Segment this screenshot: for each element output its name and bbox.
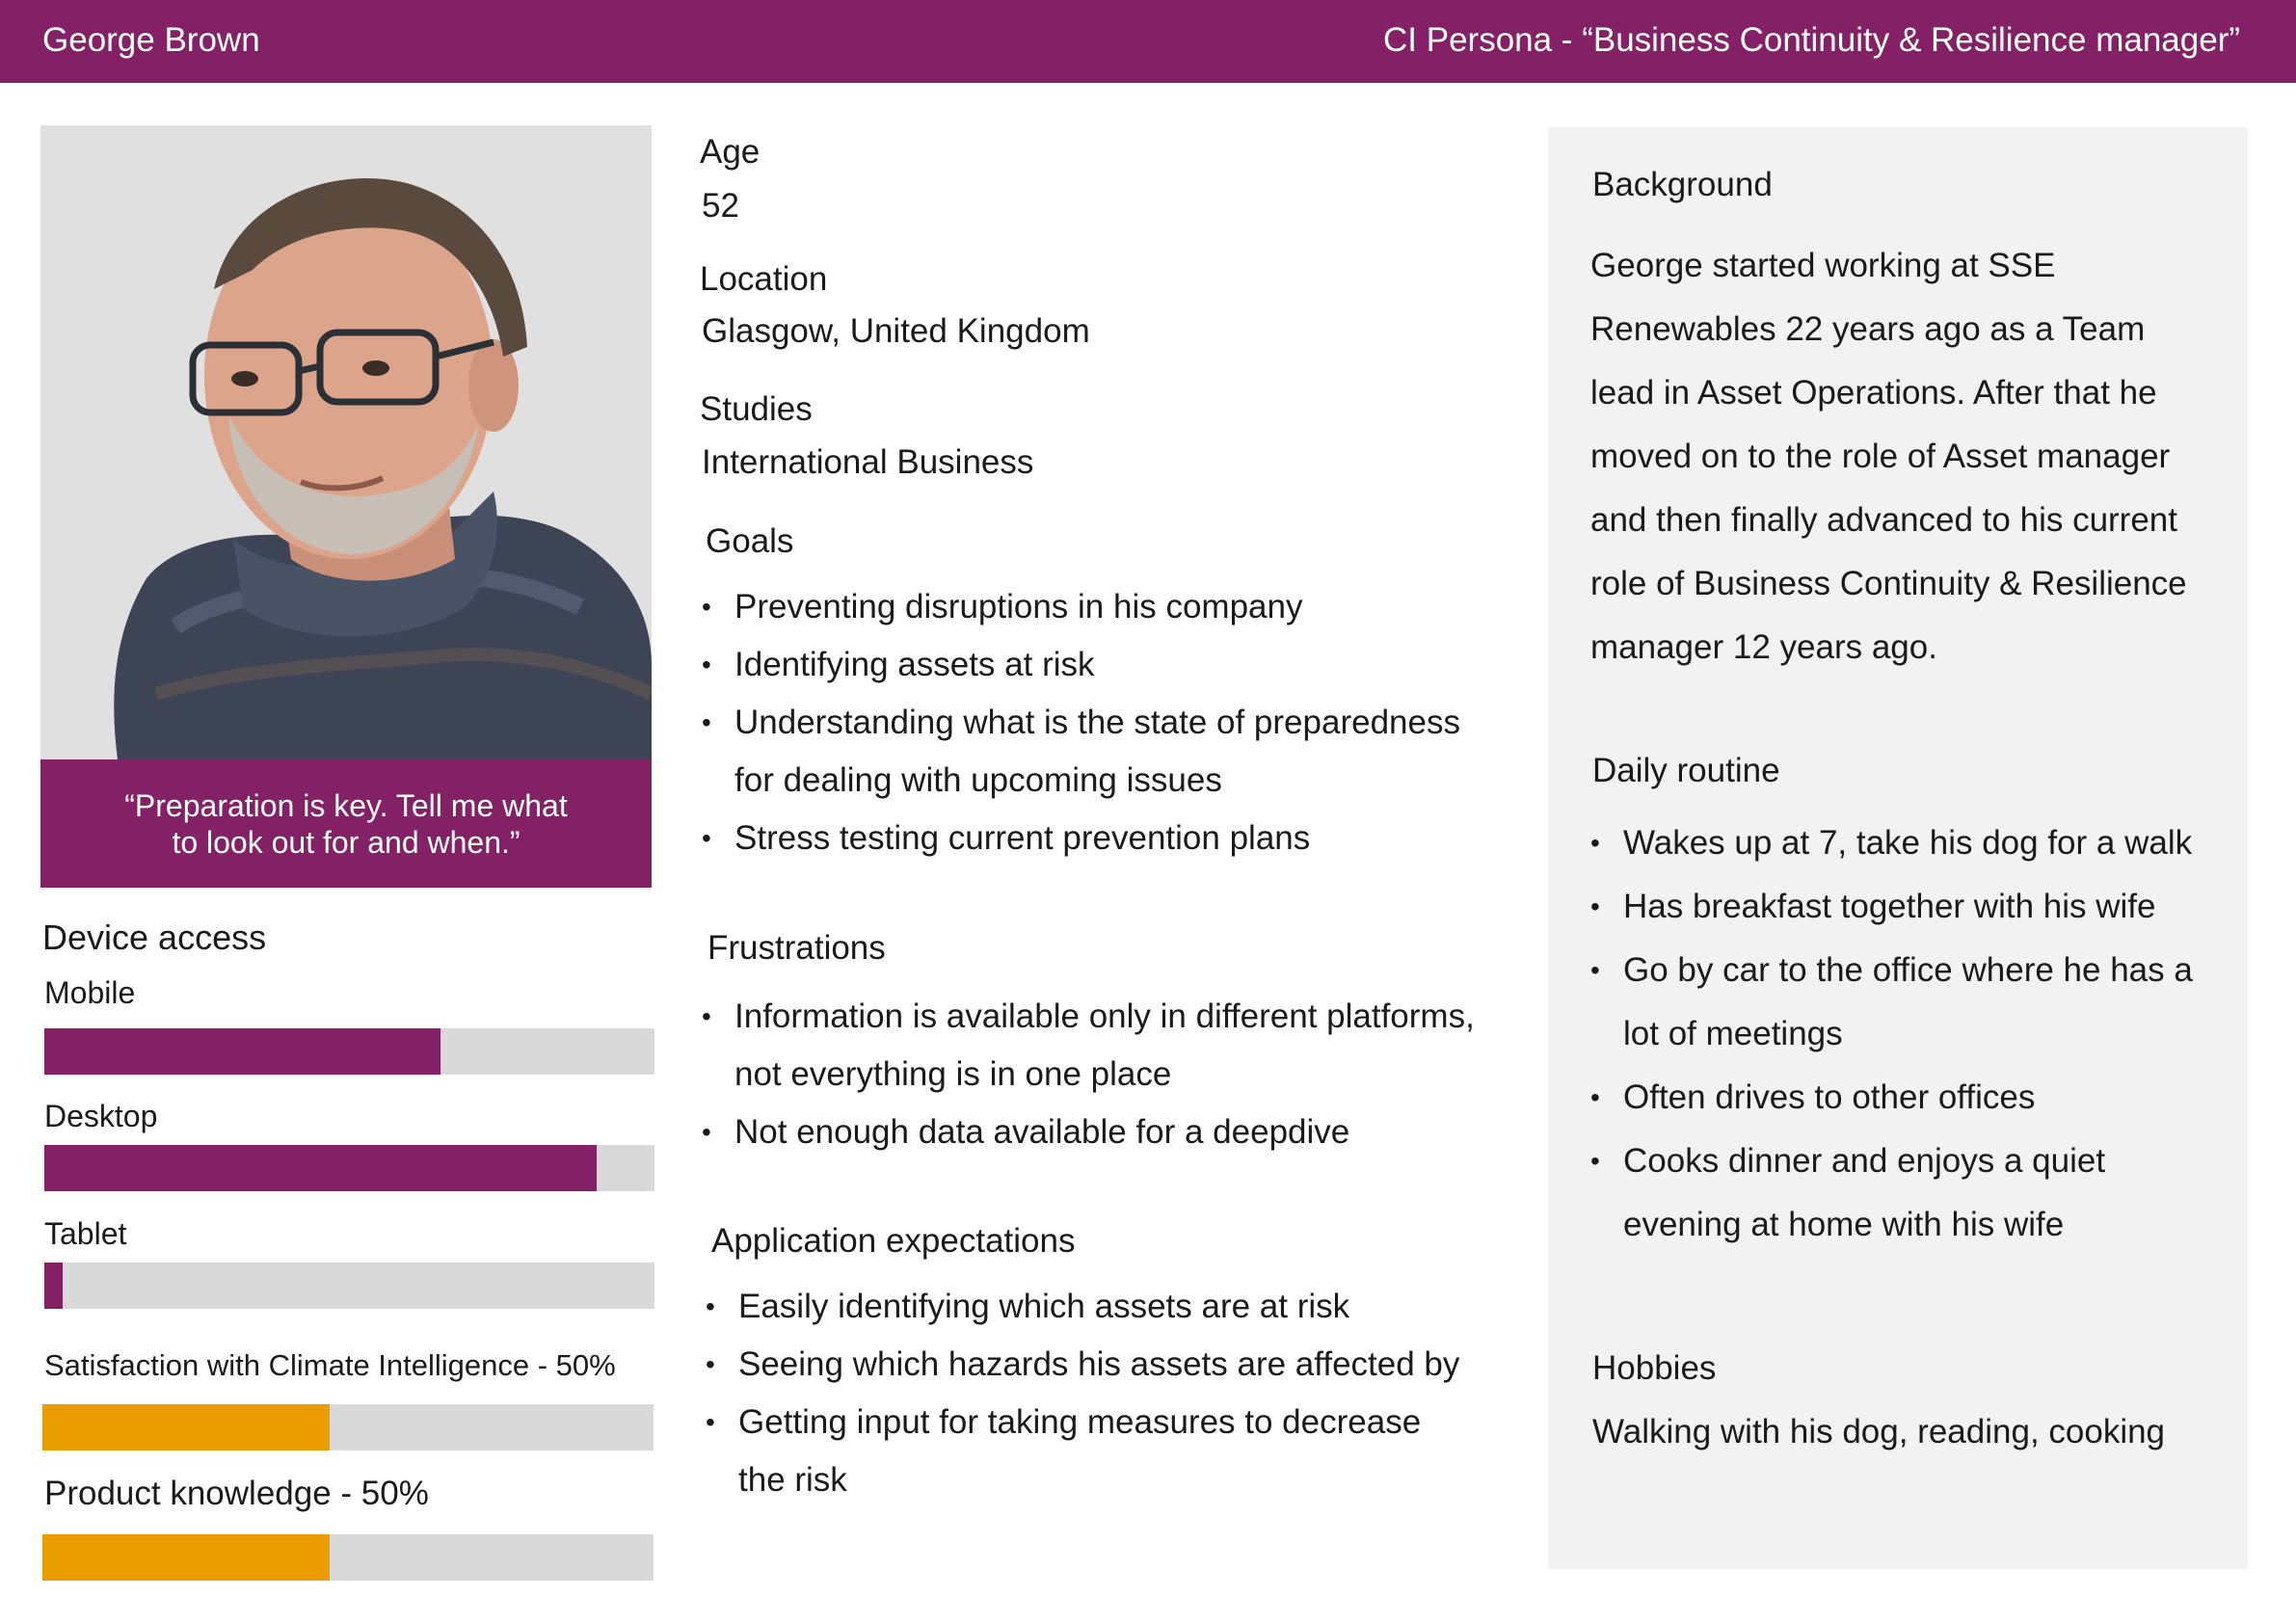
routine-item: • Wakes up at 7, take his dog for a walk — [1590, 812, 2227, 875]
product-knowledge-bar-fill — [42, 1534, 330, 1581]
expectation-item: • Easily identifying which assets are at risk — [706, 1278, 1506, 1336]
satisfaction-bar-fill — [42, 1404, 330, 1450]
goals-title: Goals — [706, 522, 794, 560]
goal-item: • Identifying assets at risk — [702, 636, 1531, 694]
expectation-item: • Seeing which hazards his assets are affected by — [706, 1336, 1506, 1394]
persona-photo — [40, 125, 652, 759]
device-bar-fill-tablet — [44, 1263, 63, 1309]
device-label-desktop: Desktop — [44, 1099, 158, 1133]
expectations-list — [706, 1278, 1506, 1509]
frustrations-title: Frustrations — [707, 929, 886, 967]
studies-value: International Business — [702, 443, 1034, 481]
device-bar-mobile — [44, 1028, 654, 1075]
frustration-item: • Not enough data available for a deepdive — [702, 1104, 1531, 1161]
daily-routine-list — [1590, 812, 2227, 1257]
device-bar-fill-mobile — [44, 1028, 441, 1075]
location-value: Glasgow, United Kingdom — [702, 312, 1090, 350]
device-label-mobile: Mobile — [44, 975, 136, 1010]
satisfaction-bar — [42, 1404, 654, 1450]
routine-item: • Go by car to the office where he has a lot of meetings — [1590, 939, 2227, 1066]
location-label: Location — [700, 260, 828, 298]
goal-item: • Stress testing current prevention plans — [702, 810, 1531, 867]
age-label: Age — [700, 133, 761, 171]
goal-item: • Understanding what is the state of preparedness for dealing with upcoming issues — [702, 694, 1506, 810]
background-title: Background — [1592, 166, 1773, 203]
persona-quote: “Preparation is key. Tell me what to look out for and when.” — [40, 759, 652, 888]
daily-routine-title: Daily routine — [1592, 752, 1780, 789]
persona-name: George Brown — [42, 21, 260, 59]
expectation-item: • Getting input for taking measures to decrease the risk — [706, 1394, 1471, 1509]
hobbies-title: Hobbies — [1592, 1349, 1717, 1387]
goals-list — [702, 578, 1531, 867]
device-bar-fill-desktop — [44, 1145, 597, 1191]
device-bar-tablet — [44, 1263, 654, 1309]
routine-item: • Has breakfast together with his wife — [1590, 875, 2227, 939]
routine-item: • Often drives to other offices — [1590, 1066, 2227, 1130]
studies-label: Studies — [700, 390, 813, 428]
device-label-tablet: Tablet — [44, 1216, 127, 1251]
satisfaction-label: Satisfaction with Climate Intelligence - 50% — [44, 1348, 616, 1382]
age-value: 52 — [702, 187, 739, 225]
hobbies-text: Walking with his dog, reading, cooking — [1592, 1413, 2166, 1450]
header-bar — [0, 0, 2296, 83]
frustrations-list — [702, 988, 1531, 1161]
application-expectations-title: Application expectations — [711, 1222, 1076, 1260]
routine-item: • Cooks dinner and enjoys a quiet evening at home with his wife — [1590, 1130, 2163, 1257]
persona-role-title: CI Persona - “Business Continuity & Resilience manager” — [1383, 21, 2240, 59]
goal-item: • Preventing disruptions in his company — [702, 578, 1531, 636]
background-text: George started working at SSE Renewables 22 years ago as a Team lead in Asset Operations. After that he moved on to the role of Asset manager and then finally advanced to his current role of Business Continuity & Resilience manager 12 years ago. — [1590, 247, 2187, 666]
product-knowledge-bar — [42, 1534, 654, 1581]
portrait-illustration — [40, 125, 652, 759]
product-knowledge-label: Product knowledge - 50% — [44, 1475, 429, 1512]
frustration-item: • Information is available only in different platforms, not everything is in one place — [702, 988, 1531, 1104]
device-access-title: Device access — [42, 918, 267, 957]
device-bar-desktop — [44, 1145, 654, 1191]
